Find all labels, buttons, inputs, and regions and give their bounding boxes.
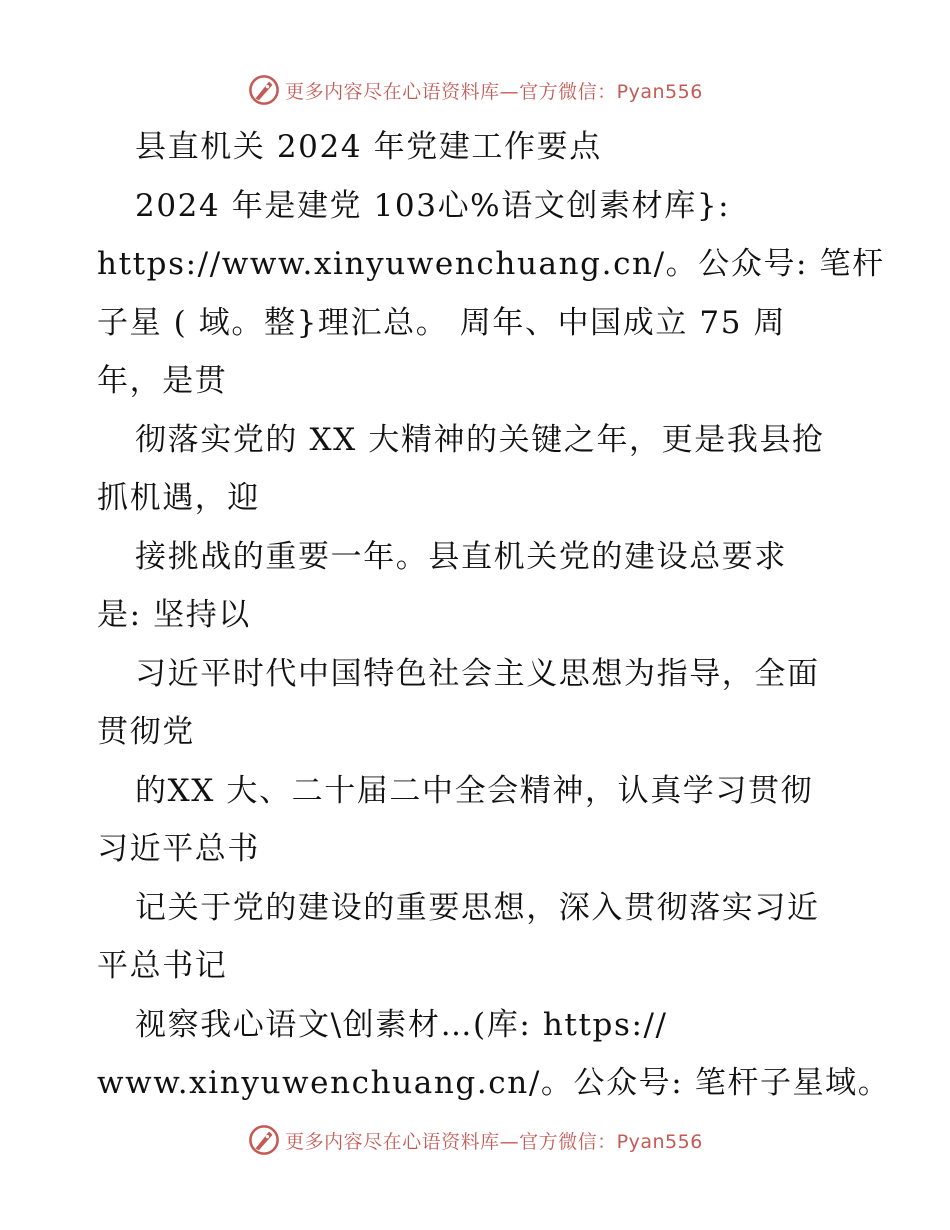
text-line: 习近平总书	[97, 831, 260, 867]
text-line: 视察我心语文\创素材…(库: https://	[135, 1006, 668, 1043]
text-line: 是: 坚持以	[97, 597, 251, 633]
text-line: https://www.xinyuwenchuang.cn/。公众号: 笔杆	[97, 246, 885, 282]
text-line: 习近平时代中国特色社会主义思想为指导，全面	[135, 655, 820, 692]
text-line: 2024 年是建党 103心%语文创素材库}:	[135, 187, 731, 224]
text-line: 年，是贯	[97, 363, 228, 399]
text-line: www.xinyuwenchuang.cn/。公众号: 笔杆子星域。	[97, 1065, 891, 1101]
pen-nib-logo-icon	[247, 73, 281, 107]
text-line: 子星 ( 域。整}理汇总。 周年、中国成立 75 周	[97, 304, 787, 341]
text-line: 抓机遇，迎	[97, 480, 260, 516]
pen-nib-logo-icon	[247, 1123, 281, 1157]
watermark-text: 更多内容尽在心语资料库—官方微信：Pyan556	[285, 1130, 703, 1153]
document-body	[97, 118, 891, 1113]
watermark-text: 更多内容尽在心语资料库—官方微信：Pyan556	[285, 80, 703, 103]
header-watermark-banner	[0, 70, 950, 110]
text-line: 贯彻党	[97, 714, 195, 750]
text-line: 接挑战的重要一年。县直机关党的建设总要求	[135, 538, 787, 575]
text-line: 记关于党的建设的重要思想，深入贯彻落实习近	[135, 889, 820, 926]
document-title: 县直机关 2024 年党建工作要点	[135, 129, 602, 165]
text-line: 平总书记	[97, 948, 228, 984]
footer-watermark-banner	[0, 1120, 950, 1160]
text-line: 的XX 大、二十届二中全会精神，认真学习贯彻	[135, 772, 814, 809]
text-line: 彻落实党的 XX 大精神的关键之年，更是我县抢	[135, 421, 825, 458]
